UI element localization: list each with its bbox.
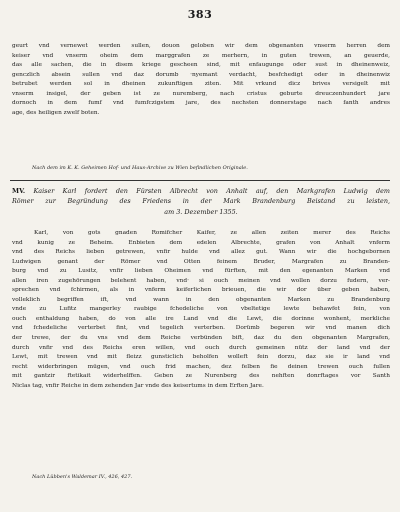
text-line: allen iren zugehörungen belehent haben, vnd· si ouch meinen vnd wollen dorzu fudern, ver- [12, 277, 390, 284]
text-line: durch vnfir vnd des Reichs eren willen, vnd ouch durch gemeinen nütz der land vnd der [12, 344, 390, 351]
text-line: burg vnd zu Lusitz, vnfir lieben Oheimen vnd fürften, mit den egenanten Marken vnd [12, 268, 390, 275]
text-line: das alle sachen, die in disem kriege gescheen sind, mit enfaugunge oder sust in dheinenweiz, [12, 62, 390, 69]
paragraph-1 [12, 42, 390, 118]
document-number: MV. [12, 187, 26, 195]
text-line: Ludwigen genant der Römer vnd Otten feinem Bruder, Margrafen zu Branden- [12, 258, 390, 265]
text-line: Karl, von gots gnaden Romifcher Kaifer, ze allen zeiten merer des Reichs [34, 230, 390, 236]
source-note-1: Nach dem im K. K. Geheimen Hof- und Haus-Archive zu Wien befindlichen Originale. [32, 165, 248, 171]
text-line: recht widerbringen mügen, vnd ouch frid machen, dez felben fie deinen trewen ouch fullen [12, 363, 390, 370]
paragraph-2 [12, 229, 390, 391]
text-line: Lewt, mit trewen vnd mit fleizz gunsticlich beholfen wolleft fein dorzu, daz sie ir land vnd [12, 354, 390, 361]
text-line: Niclas tag, vnfir Reiche in dem zehenden Jar vnde des keisertums in dem Erften Jare. [12, 382, 264, 389]
heading-line: Römer zur Begründung des Friedens in der Mark Brandenburg Beistand zu leisten, [12, 197, 390, 206]
text-line: volleklich begriffen ift, vnd wann in den obgenanten Marken zu Brandenburg [12, 296, 390, 303]
text-line: vnd fchedeliche verterbet fint, vnd tegelich verterben. Dorümb begeren wir vnd manen dich [12, 325, 390, 332]
heading-date: am 3. Dezember 1355. [164, 207, 238, 216]
text-line: geurt vnd vernewet werden sullen, douon geloben wir dem obgenanten vnserm herren dem [12, 43, 390, 49]
heading-text: Kaiser Karl fordert den Fürsten Albrecht von Anhalt auf, den Markgrafen Ludwig dem [33, 187, 390, 195]
text-line: betrubet werden sol in dheinen zukunftigen ziten. Mit vrkund dicz brives versigelt mit [12, 81, 390, 88]
text-line: keiser vnd vnserm oheim dem marggrafen ze merhern, in guten trewen, an geuerde, [12, 52, 390, 59]
text-line: sprechen vnd fchirmen, als in vnferm keiferlichen brieuen, die wir dor über geben haben, [12, 287, 390, 294]
text-line: ouch enthaldung haben, do von alle ire Land vnd die Lewt, die dorinne wonhent, merkliche [12, 315, 390, 322]
text-line: genczlich absein sullen vnd daz dorumb ·nyemant verdacht, besfchedigt oder in dheinenwiz [12, 71, 390, 78]
text-line: vnd kunig ze Beheim. Enbieten dem edelen Albrechte, grafen von Anhalt vnferm [12, 239, 390, 246]
section-divider [10, 180, 390, 181]
text-line: der trewe, der du vns vnd dem Reiche verbünden bift, daz du den obgenanten Margrafen, [12, 335, 390, 342]
document-heading [12, 186, 390, 217]
heading-line [12, 186, 390, 196]
text-line: vnde zu Lufitz mangerley raubige fchedeliche von vbeltetige lewte behawfet fein, von [12, 306, 390, 313]
source-note-2: Nach Lübben's Waldemar IV., 426, 427. [32, 474, 133, 480]
text-line: vnd des Reichs lieben getrewen, vnfir hulde vnd allez gut. Wann wir die hochgebornen [12, 249, 390, 256]
text-line: dornoch in dem fumf vnd fumfczigstem jare, des nechsten donnerstage nach fanth andres [12, 100, 390, 107]
text-line: vnserm insigel, der geben ist ze nuremberg, nach cristus geburte dreuczenhundert jare [12, 90, 390, 97]
text-line: mit gantzir ftetikait widerhelffen. Geben ze Nurenberg des nehften donrftages vor Santh [12, 373, 390, 380]
page-number: 383 [187, 8, 213, 21]
text-line: age, des heiligen zwelf boten. [12, 109, 100, 116]
